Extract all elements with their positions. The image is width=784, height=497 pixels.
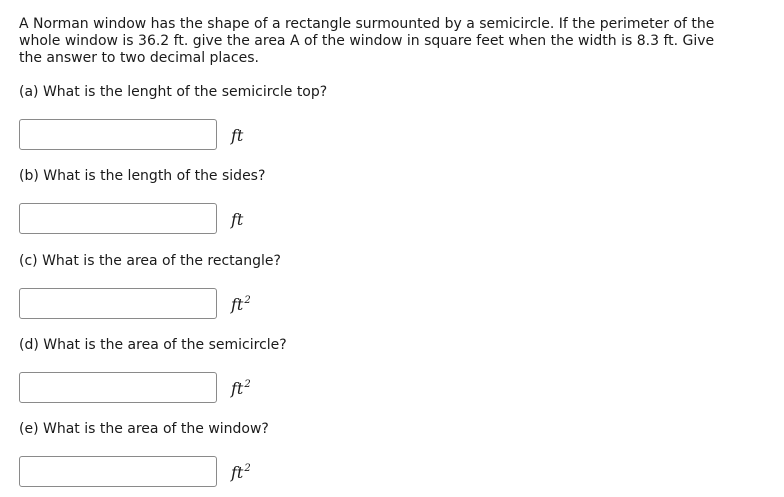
question-c-label: (c) What is the area of the rectangle? [19, 253, 281, 269]
unit-c-exponent: 2 [244, 294, 251, 306]
unit-b-label [231, 210, 243, 229]
unit-a-text: ft [231, 126, 244, 145]
answer-b-input[interactable] [19, 203, 217, 234]
unit-e-exponent: 2 [244, 462, 251, 474]
question-a-label: (a) What is the lenght of the semicircle top? [19, 84, 328, 100]
answer-row-c [19, 288, 251, 319]
unit-e-text: ft [231, 463, 244, 482]
answer-row-e [19, 456, 251, 487]
question-e-label: (e) What is the area of the window? [19, 421, 269, 437]
answer-row-d [19, 372, 251, 403]
answer-c-input[interactable] [19, 288, 217, 319]
answer-e-input[interactable] [19, 456, 217, 487]
answer-d-input[interactable] [19, 372, 217, 403]
unit-c-text: ft [231, 295, 244, 314]
answer-a-input[interactable] [19, 119, 217, 150]
answer-row-b [19, 203, 243, 234]
unit-b-text: ft [231, 210, 244, 229]
problem-statement: A Norman window has the shape of a rectangle surmounted by a semicircle. If the perimeter of the whole window is 36.2 ft. give the area A of the window in square feet when the width is 8.3 ft. Give the answer to two decimal places. [19, 16, 715, 66]
answer-row-a [19, 119, 243, 150]
unit-d-label [231, 379, 251, 398]
question-d-label: (d) What is the area of the semicircle? [19, 337, 287, 353]
unit-c-label [231, 295, 251, 314]
question-b-label: (b) What is the length of the sides? [19, 168, 266, 184]
unit-a-label [231, 126, 243, 145]
unit-e-label [231, 463, 251, 482]
unit-d-text: ft [231, 379, 244, 398]
unit-d-exponent: 2 [244, 378, 251, 390]
